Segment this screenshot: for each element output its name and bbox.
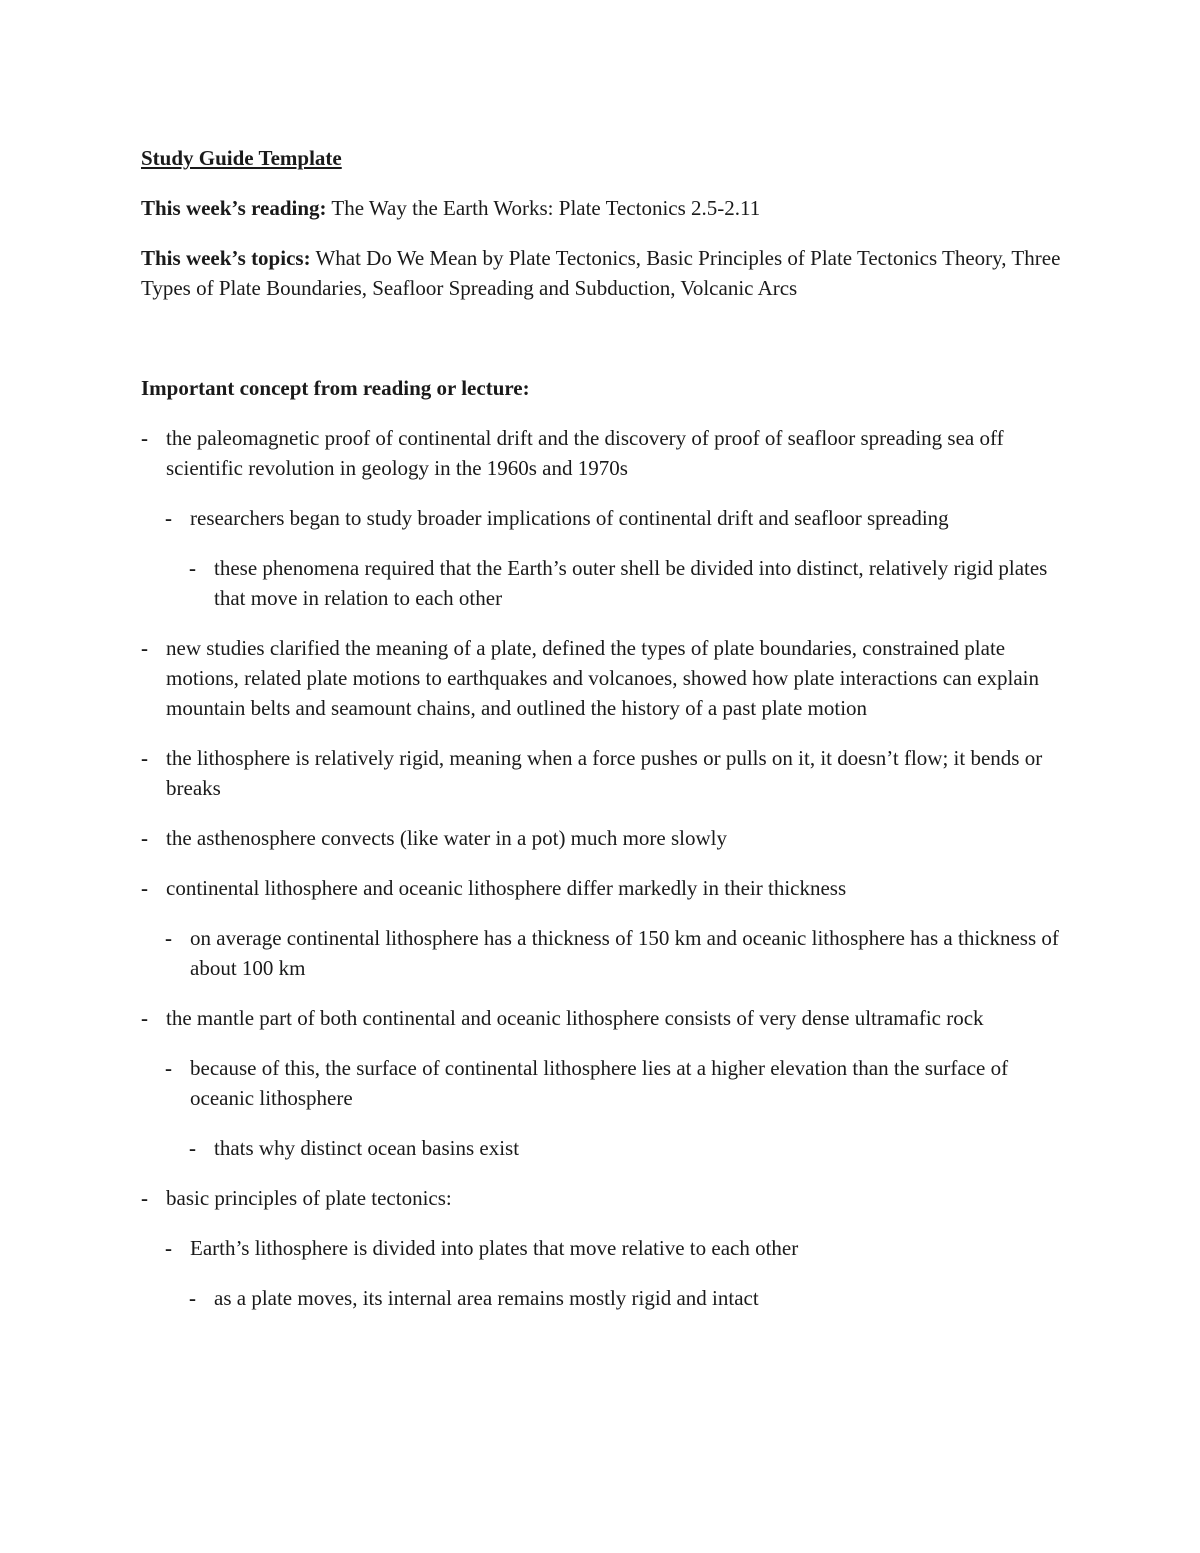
topics-label: This week’s topics: (141, 246, 311, 270)
bullet-dash-marker: - (141, 1006, 148, 1030)
list-item (141, 823, 1066, 853)
topics-value: What Do We Mean by Plate Tectonics, Basic Principles of Plate Tectonics Theory, Three Types of Plate Boundaries, Seafloor Spreading and Subduction, Volcanic Arcs (141, 246, 1061, 300)
bullet-text: basic principles of plate tectonics: (166, 1186, 452, 1210)
topics-line (141, 243, 1066, 303)
list-item (141, 923, 1066, 983)
bullet-dash-marker: - (141, 426, 148, 450)
list-item (141, 423, 1066, 483)
reading-line (141, 193, 1066, 223)
concept-bullet-list (141, 423, 1066, 1313)
list-item (141, 633, 1066, 723)
list-item (141, 873, 1066, 903)
bullet-text: as a plate moves, its internal area remains mostly rigid and intact (214, 1286, 759, 1310)
bullet-dash-marker: - (141, 1186, 148, 1210)
bullet-dash-marker: - (189, 556, 196, 580)
concept-heading: Important concept from reading or lecture: (141, 376, 530, 400)
bullet-dash-marker: - (141, 746, 148, 770)
bullet-text: the mantle part of both continental and oceanic lithosphere consists of very dense ultramafic rock (166, 1006, 984, 1030)
bullet-text: because of this, the surface of continental lithosphere lies at a higher elevation than the surface of oceanic lithosphere (190, 1056, 1009, 1110)
bullet-dash-marker: - (165, 1056, 172, 1080)
bullet-text: on average continental lithosphere has a thickness of 150 km and oceanic lithosphere has a thickness of about 100 km (190, 926, 1059, 980)
list-item (141, 1233, 1066, 1263)
document-body (141, 143, 1066, 1333)
bullet-dash-marker: - (189, 1286, 196, 1310)
list-item (141, 503, 1066, 533)
reading-value: The Way the Earth Works: Plate Tectonics 2.5-2.11 (331, 196, 761, 220)
bullet-text: new studies clarified the meaning of a plate, defined the types of plate boundaries, constrained plate motions, related plate motions to earthquakes and volcanoes, showed how plate interactions can explain mountain belts and seamount chains, and outlined the history of a past plate motion (166, 636, 1039, 720)
section-spacer (141, 323, 1066, 373)
bullet-text: these phenomena required that the Earth’s outer shell be divided into distinct, relatively rigid plates that move in relation to each other (214, 556, 1048, 610)
list-item (141, 1053, 1066, 1113)
list-item (141, 553, 1066, 613)
bullet-dash-marker: - (141, 876, 148, 900)
bullet-text: the asthenosphere convects (like water in a pot) much more slowly (166, 826, 727, 850)
bullet-dash-marker: - (189, 1136, 196, 1160)
bullet-dash-marker: - (165, 1236, 172, 1260)
bullet-dash-marker: - (141, 826, 148, 850)
list-item (141, 1133, 1066, 1163)
bullet-text: thats why distinct ocean basins exist (214, 1136, 520, 1160)
page-title: Study Guide Template (141, 146, 342, 170)
bullet-text: continental lithosphere and oceanic lithosphere differ markedly in their thickness (166, 876, 847, 900)
list-item (141, 1003, 1066, 1033)
bullet-text: Earth’s lithosphere is divided into plates that move relative to each other (190, 1236, 799, 1260)
reading-label: This week’s reading: (141, 196, 327, 220)
list-item (141, 1283, 1066, 1313)
bullet-text: the paleomagnetic proof of continental drift and the discovery of proof of seafloor spreading sea off scientific revolution in geology in the 1960s and 1970s (166, 426, 1004, 480)
bullet-text: the lithosphere is relatively rigid, meaning when a force pushes or pulls on it, it doesn’t flow; it bends or breaks (166, 746, 1043, 800)
bullet-dash-marker: - (165, 926, 172, 950)
bullet-dash-marker: - (141, 636, 148, 660)
bullet-dash-marker: - (165, 506, 172, 530)
list-item (141, 743, 1066, 803)
list-item (141, 1183, 1066, 1213)
bullet-text: researchers began to study broader implications of continental drift and seafloor spreading (190, 506, 949, 530)
